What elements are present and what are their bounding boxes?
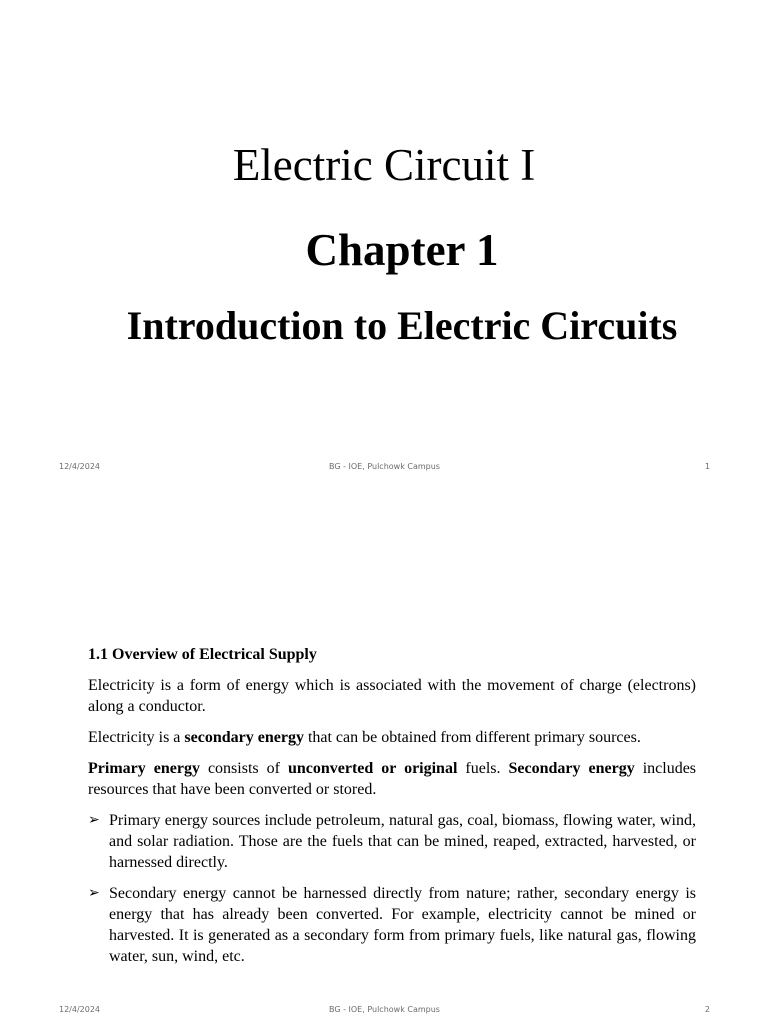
- footer-date: 12/4/2024: [59, 462, 101, 471]
- para2-text-post: that can be obtained from different primary sources.: [303, 729, 641, 746]
- chapter-subtitle: Introduction to Electric Circuits: [126, 303, 678, 348]
- slide-1: [0, 0, 768, 487]
- bullet-item: [88, 810, 696, 873]
- footer-page-number: 2: [704, 1005, 710, 1014]
- paragraph-primary-vs-secondary: [88, 758, 696, 800]
- paragraph-secondary-energy: [88, 727, 696, 748]
- footer-page-number: 1: [704, 462, 710, 471]
- footer-institution: BG - IOE, Pulchowk Campus: [329, 1005, 440, 1014]
- paragraph-definition: Electricity is a form of energy which is associated with the movement of charge (electrons) along a conductor.: [88, 677, 696, 715]
- slide-1-footer: [59, 461, 710, 473]
- chapter-title: Chapter 1: [305, 225, 499, 275]
- slide-2-content: [88, 644, 696, 977]
- para2-text-pre: Electricity is a: [88, 729, 185, 746]
- para2-bold-term: secondary energy: [184, 729, 304, 746]
- bullet-text: Secondary energy cannot be harnessed directly from nature; rather, secondary energy is energy that has already been converted. For example, electricity cannot be mined or harvested. It is generated as a secondary form from primary fuels, like natural gas, flowing water, sun, wind, etc.: [109, 885, 696, 965]
- footer-date: 12/4/2024: [59, 1005, 101, 1014]
- course-title: Electric Circuit I: [232, 140, 536, 190]
- para3-text-1: consists of: [199, 760, 288, 777]
- para3-text-2: fuels.: [457, 760, 509, 777]
- para3-bold-primary: Primary energy: [88, 760, 200, 777]
- right-arrowhead-icon: ➢: [88, 885, 100, 901]
- para3-text-3: includes resources that have been converted or stored.: [88, 760, 697, 798]
- para3-bold-secondary: Secondary energy: [508, 760, 635, 777]
- bullet-text: Primary energy sources include petroleum, natural gas, coal, biomass, flowing water, wind, and solar radiation. Those are the fuels that can be mined, reaped, extracted, harvested, or harnessed directly.: [109, 812, 696, 871]
- right-arrowhead-icon: ➢: [88, 812, 100, 828]
- para3-bold-unconverted: unconverted or original: [287, 760, 458, 777]
- section-heading: 1.1 Overview of Electrical Supply: [88, 646, 317, 663]
- bullet-item: [88, 883, 696, 967]
- slide-2-footer: [59, 1004, 710, 1016]
- footer-institution: BG - IOE, Pulchowk Campus: [329, 462, 440, 471]
